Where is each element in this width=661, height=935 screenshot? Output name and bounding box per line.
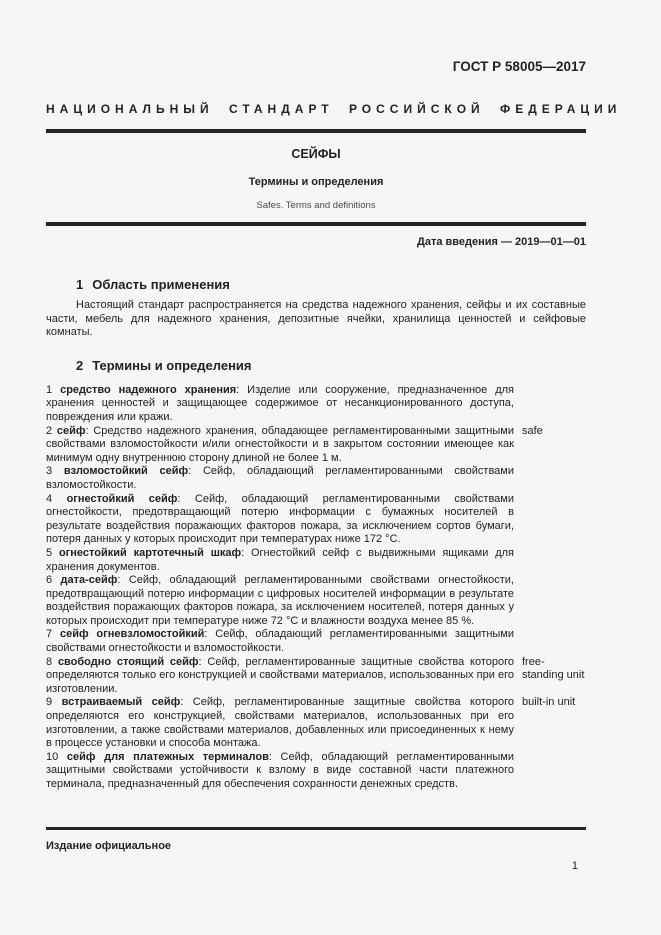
- term-row: [46, 628, 586, 655]
- term-row: [46, 425, 586, 466]
- term-english-equivalent: [522, 493, 586, 547]
- term-entry: [46, 656, 514, 697]
- term-name: сейф огневзломостойкий: [59, 628, 205, 641]
- term-entry: [46, 751, 514, 792]
- term-name: встраиваемый сейф: [61, 696, 181, 709]
- term-english-equivalent: [522, 547, 586, 574]
- term-row: [46, 465, 586, 492]
- term-english-equivalent: safe: [522, 424, 543, 437]
- doc-subtitle: Термины и определения: [248, 176, 384, 188]
- term-definition: : Сейф, обладающий регламентированными свойствами огнестойкости, предотвращающий потерю информации с бумажных носителей в результате воздействия поражающих факторов пожара, за исключением сортов бумаги, потеря данных у которых происходит при температурах ниже 172 °С.: [46, 492, 515, 546]
- term-number: 7: [46, 628, 53, 641]
- term-definition: : Сейф, обладающий регламентированными защитными свойствами огнестойкости и взломостойкости.: [46, 628, 515, 655]
- section-number: 2: [76, 357, 84, 373]
- term-entry: [46, 696, 514, 750]
- term-number: 8: [46, 655, 53, 668]
- term-entry: [46, 574, 514, 628]
- term-definition: : Изделие или сооружение, предназначенное для хранения ценностей и защищающее содержимое от несанкционированного доступа, повреждения или кражи.: [46, 383, 514, 423]
- doc-title-english: Safes. Terms and definitions: [256, 200, 376, 211]
- scope-paragraph: Настоящий стандарт распространяется на средства надежного хранения, сейфы и их составные части, мебель для надежного хранения, депозитные ячейки, хранилища ценностей и сейфовые комнаты.: [46, 299, 586, 339]
- footer-rule: [46, 827, 586, 830]
- term-english-equivalent: [522, 628, 586, 655]
- term-number: 6: [46, 574, 53, 587]
- document-page: [46, 0, 622, 873]
- effective-date: Дата введения — 2019—01—01: [417, 236, 586, 248]
- term-number: 1: [46, 383, 53, 396]
- term-definition: : Средство надежного хранения, обладающее регламентированными защитными свойствами взломостойкости и/или огнестойкости и в закрытом состоянии имеющее как минимум одну внутреннюю сторону длиной не более 1 м.: [46, 424, 514, 464]
- term-english-equivalent: [522, 465, 586, 492]
- term-name: свободно стоящий сейф: [57, 655, 199, 668]
- term-definition: : Сейф, регламентированные защитные свойства которого определяются его конструкцией, свойствами материалов, использованных при его изготовлении, а также свойствами материалов, добавленных или присоединенных к нему в процессе установки и способа монтажа.: [46, 696, 514, 750]
- term-name: огнестойкий картотечный шкаф: [58, 546, 242, 559]
- term-name: огнестойкий сейф: [66, 492, 178, 505]
- term-english-equivalent: [522, 384, 586, 425]
- term-row: [46, 751, 586, 792]
- term-row: [46, 384, 586, 425]
- term-entry: [46, 493, 514, 547]
- doc-title: СЕЙФЫ: [291, 147, 341, 161]
- section-title: Область применения: [92, 277, 230, 292]
- term-number: 2: [46, 424, 53, 437]
- term-row: [46, 656, 586, 697]
- page-number: 1: [571, 859, 578, 872]
- divider-rule-top: [46, 129, 586, 133]
- term-number: 9: [46, 696, 53, 709]
- section-heading-terms: [76, 358, 586, 374]
- term-english-equivalent: [522, 574, 586, 628]
- term-definition: : Огнестойкий сейф с выдвижными ящиками для хранения документов.: [46, 546, 514, 573]
- term-entry: [46, 425, 514, 466]
- term-definition: : Сейф, обладающий регламентированными свойствами огнестойкости, предотвращающий потерю информации с цифровых носителей информации в результате воздействия поражающих факторов пожара, за исключением носителей, потеря данных у которых происходит при температуре ниже 72 °С и влажности воздуха менее 85 %.: [46, 574, 514, 627]
- term-entry: [46, 465, 514, 492]
- term-name: средство надежного хранения: [60, 383, 237, 396]
- term-row: [46, 493, 586, 547]
- section-heading-scope: [76, 277, 586, 293]
- term-number: 10: [46, 750, 59, 763]
- term-row: [46, 696, 586, 750]
- divider-rule-title: [46, 222, 586, 226]
- term-number: 3: [46, 465, 53, 478]
- term-number: 4: [46, 492, 53, 505]
- official-edition-note: Издание официальное: [46, 839, 172, 852]
- term-name: взломостойкий сейф: [63, 465, 189, 478]
- term-english-equivalent: free-standing unit: [522, 655, 585, 682]
- term-entry: [46, 547, 514, 574]
- term-row: [46, 574, 586, 628]
- term-definition: : Сейф, обладающий регламентированными свойствами взломостойкости.: [46, 465, 514, 491]
- section-title: Термины и определения: [92, 357, 252, 373]
- term-entry: [46, 628, 514, 655]
- terms-list: [46, 384, 586, 827]
- term-number: 5: [46, 546, 53, 559]
- term-english-equivalent: built-in unit: [522, 696, 576, 709]
- term-definition: : Сейф, регламентированные защитные свойства которого определяются только его конструкцией и свойствами материалов, использованных при его изготовлении.: [46, 655, 514, 695]
- term-name: сейф: [56, 424, 86, 437]
- doc-number: ГОСТ Р 58005—2017: [452, 59, 586, 74]
- term-row: [46, 547, 586, 574]
- term-definition: : Сейф, обладающий регламентированными защитными свойствами устойчивости к взлому в виде составной части платежного терминала, предназначенный для обеспечения сохранности денежных средств.: [46, 750, 514, 790]
- term-name: сейф для платежных терминалов: [66, 750, 269, 763]
- section-number: 1: [76, 277, 84, 292]
- term-name: дата-сейф: [60, 574, 118, 587]
- term-entry: [46, 384, 514, 425]
- term-english-equivalent: [522, 751, 586, 792]
- national-standard-banner: НАЦИОНАЛЬНЫЙ СТАНДАРТ РОССИЙСКОЙ ФЕДЕРАЦИИ: [46, 102, 622, 116]
